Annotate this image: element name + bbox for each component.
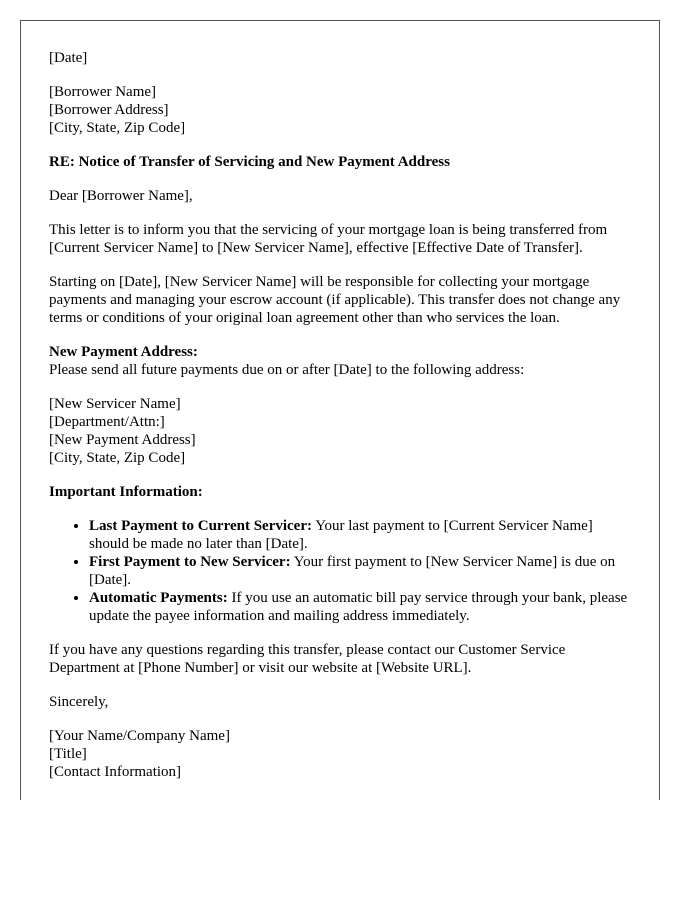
signoff: Sincerely, bbox=[49, 694, 109, 710]
paragraph-responsibility: Starting on [Date], [New Servicer Name] will be responsible for collecting your mortgage payments and managing your escrow account (if applicable). This transfer does not change any terms or conditions of your original loan agreement other than who services the loan. bbox=[49, 274, 621, 326]
list-item-label: Automatic Payments: bbox=[89, 590, 228, 606]
list-item bbox=[89, 589, 631, 625]
letter-date: [Date] bbox=[49, 50, 88, 66]
recipient-street: [Borrower Address] bbox=[49, 102, 169, 118]
new-servicer-department: [Department/Attn:] bbox=[49, 414, 165, 430]
new-payment-address bbox=[49, 395, 631, 467]
new-payment-section bbox=[49, 343, 631, 379]
signature-contact: [Contact Information] bbox=[49, 764, 182, 780]
letter-page bbox=[20, 20, 660, 800]
new-payment-heading: New Payment Address: bbox=[49, 344, 198, 360]
list-item-text: Your last payment to [Current Servicer Name] should be made no later than [Date]. bbox=[89, 518, 593, 552]
list-item-text: If you use an automatic bill pay service through your bank, please update the payee information and mailing address immediately. bbox=[89, 590, 628, 624]
signature-name: [Your Name/Company Name] bbox=[49, 728, 230, 744]
signature-title: [Title] bbox=[49, 746, 87, 762]
recipient-address bbox=[49, 83, 631, 137]
new-payment-street: [New Payment Address] bbox=[49, 432, 196, 448]
list-item bbox=[89, 553, 631, 589]
paragraph-transfer-notice: This letter is to inform you that the servicing of your mortgage loan is being transferred from [Current Servicer Name] to [New Servicer Name], effective [Effective Date of Transfer]. bbox=[49, 222, 608, 256]
closing-paragraph: If you have any questions regarding this transfer, please contact our Customer Service Department at [Phone Number] or visit our website at [Website URL]. bbox=[49, 642, 566, 676]
list-item-label: Last Payment to Current Servicer: bbox=[89, 518, 312, 534]
recipient-name: [Borrower Name] bbox=[49, 84, 157, 100]
new-servicer-name: [New Servicer Name] bbox=[49, 396, 181, 412]
list-item-label: First Payment to New Servicer: bbox=[89, 554, 291, 570]
important-heading: Important Information: bbox=[49, 484, 203, 500]
signature-block bbox=[49, 727, 631, 781]
new-payment-intro: Please send all future payments due on or after [Date] to the following address: bbox=[49, 362, 525, 378]
recipient-city-state-zip: [City, State, Zip Code] bbox=[49, 120, 186, 136]
list-item bbox=[89, 517, 631, 553]
important-list bbox=[49, 517, 631, 625]
salutation: Dear [Borrower Name], bbox=[49, 188, 193, 204]
subject-line: RE: Notice of Transfer of Servicing and New Payment Address bbox=[49, 154, 450, 170]
list-item-text: Your first payment to [New Servicer Name] is due on [Date]. bbox=[89, 554, 616, 588]
new-payment-city-state-zip: [City, State, Zip Code] bbox=[49, 450, 186, 466]
